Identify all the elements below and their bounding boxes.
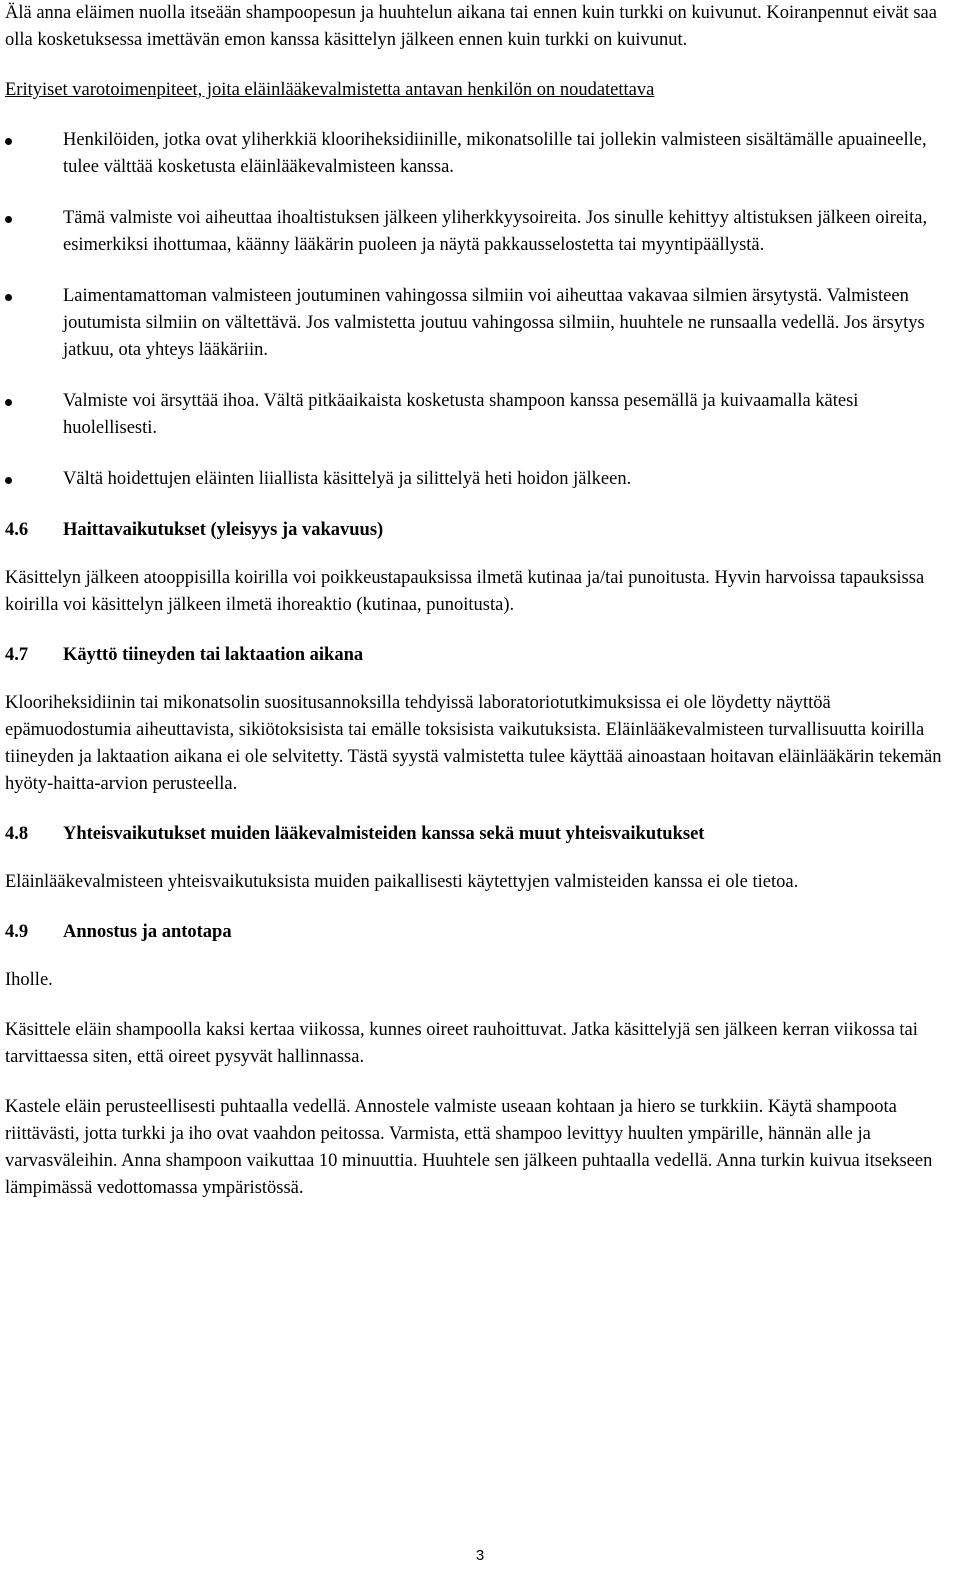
bullet-icon <box>5 477 12 484</box>
section-number: 4.7 <box>5 645 29 665</box>
list-item-text: Valmiste voi ärsyttää ihoa. Vältä pitkäaikaista kosketusta shampoon kanssa pesemällä ja kuivaamalla kätesi huolellisesti. <box>63 391 859 438</box>
section-4-8-text: Eläinlääkevalmisteen yhteisvaikutuksista muiden paikallisesti käytettyjen valmisteiden kanssa ei ole tietoa. <box>5 872 799 892</box>
list-item-text: Vältä hoidettujen eläinten liiallista käsittelyä ja silittelyä heti hoidon jälkeen. <box>63 469 632 489</box>
section-title: Käyttö tiineyden tai laktaation aikana <box>63 645 364 665</box>
section-heading-4-8 <box>5 821 957 848</box>
list-item-text: Tämä valmiste voi aiheuttaa ihoaltistuksen jälkeen yliherkkyysoireita. Jos sinulle kehittyy altistuksen jälkeen oireita, esimerkiksi ihottumaa, käänny lääkärin puoleen ja näytä pakkausselostetta tai myyntipäällystä. <box>63 208 928 255</box>
list-item <box>5 127 957 181</box>
page-number: 3 <box>475 1547 485 1564</box>
list-item <box>5 388 957 442</box>
section-number: 4.6 <box>5 520 29 540</box>
section-heading-4-7 <box>5 642 957 669</box>
bullet-icon <box>5 138 12 145</box>
section-heading-4-9 <box>5 919 957 946</box>
precautions-heading: Erityiset varotoimenpiteet, joita eläinlääkevalmistetta antavan henkilön on noudatettava <box>5 80 655 100</box>
section-title: Yhteisvaikutukset muiden lääkevalmisteiden kanssa sekä muut yhteisvaikutukset <box>63 824 705 844</box>
list-item <box>5 205 957 259</box>
section-4-6-text: Käsittelyn jälkeen atooppisilla koirilla voi poikkeustapauksissa ilmetä kutinaa ja/tai punoitusta. Hyvin harvoissa tapauksissa koirilla voi käsittelyn jälkeen ilmetä ihoreaktio (kutinaa, punoitusta). <box>5 568 925 615</box>
list-item <box>5 283 957 364</box>
bullet-icon <box>5 216 12 223</box>
bullet-icon <box>5 399 12 406</box>
section-title: Haittavaikutukset (yleisyys ja vakavuus) <box>63 520 384 540</box>
section-number: 4.8 <box>5 824 29 844</box>
list-item-text: Henkilöiden, jotka ovat yliherkkiä klooriheksidiinille, mikonatsolille tai jollekin valmisteen sisältämälle apuaineelle, tulee välttää kosketusta eläinlääkevalmisteen kanssa. <box>63 130 927 177</box>
list-item <box>5 466 957 493</box>
precautions-list <box>5 127 957 493</box>
bullet-icon <box>5 294 12 301</box>
section-4-7-text: Klooriheksidiinin tai mikonatsolin suositusannoksilla tehdyissä laboratoriotutkimuksissa ei ole löydetty näyttöä epämuodostumia aiheuttavista, sikiötoksisista tai emälle toksisista vaikutuksista. Eläinlääkevalmisteen turvallisuutta koirilla tiineyden ja laktaation aikana ei ole selvitetty. Tästä syystä valmistetta tulee käyttää ainoastaan hoitavan eläinlääkärin tekemän hyöty-haitta-arvion perusteella. <box>5 693 942 794</box>
section-4-9-dosage: Käsittele eläin shampoolla kaksi kertaa viikossa, kunnes oireet rauhoittuvat. Jatka käsittelyjä sen jälkeen kerran viikossa tai tarvittaessa siten, että oireet pysyvät hallinnassa. <box>5 1020 918 1067</box>
intro-paragraph: Älä anna eläimen nuolla itseään shampoopesun ja huuhtelun aikana tai ennen kuin turkki on kuivunut. Koiranpennut eivät saa olla kosketuksessa imettävän emon kanssa käsittelyn jälkeen ennen kuin turkki on kuivunut. <box>5 3 937 50</box>
document-page <box>5 0 957 1225</box>
section-4-9-route: Iholle. <box>5 970 53 990</box>
section-number: 4.9 <box>5 922 29 942</box>
list-item-text: Laimentamattoman valmisteen joutuminen vahingossa silmiin voi aiheuttaa vakavaa silmien ärsytystä. Valmisteen joutumista silmiin on vältettävä. Jos valmistetta joutuu vahingossa silmiin, huuhtele ne runsaalla vedellä. Jos ärsytys jatkuu, ota yhteys lääkäriin. <box>63 286 925 360</box>
section-title: Annostus ja antotapa <box>63 922 232 942</box>
section-heading-4-6 <box>5 517 957 544</box>
section-4-9-administration: Kastele eläin perusteellisesti puhtaalla vedellä. Annostele valmiste useaan kohtaan ja hiero se turkkiin. Käytä shampoota riittävästi, jotta turkki ja iho ovat vaahdon peitossa. Varmista, että shampoo levittyy huulten ympärille, hännän alle ja varvasväleihin. Anna shampoon vaikuttaa 10 minuuttia. Huuhtele sen jälkeen puhtaalla vedellä. Anna turkin kuivua itsekseen lämpimässä vedottomassa ympäristössä. <box>5 1097 933 1198</box>
